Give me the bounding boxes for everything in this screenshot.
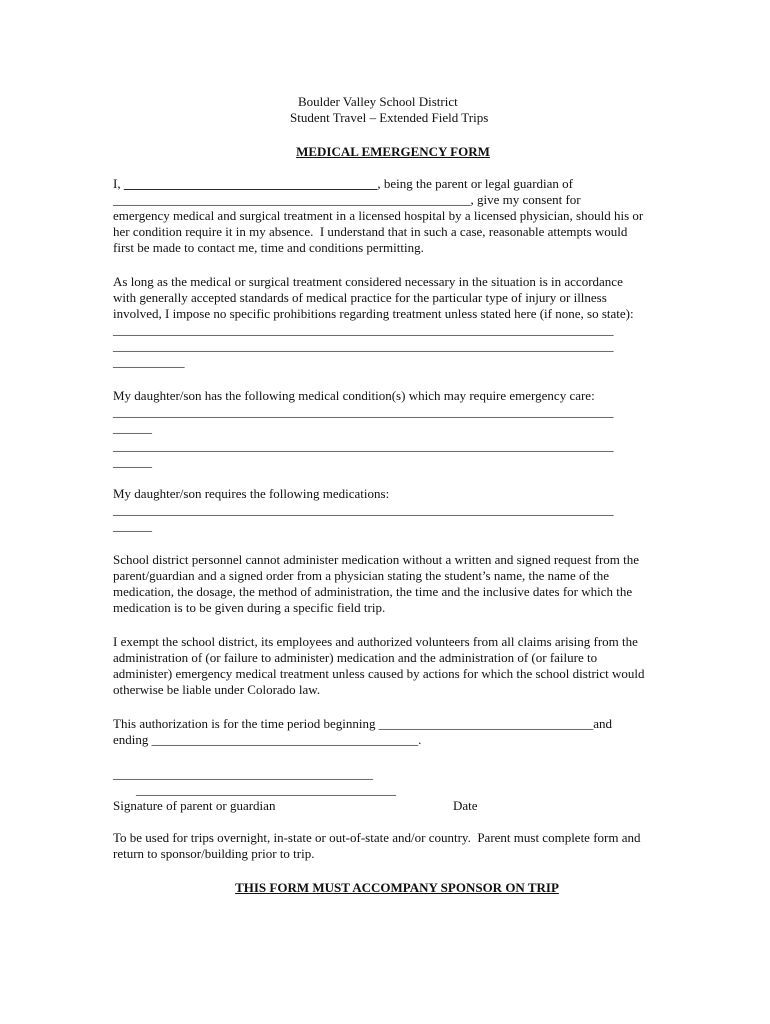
prohibitions-field-2[interactable]: _____________________________________________________________________________	[113, 338, 614, 353]
usage-line-1: To be used for trips overnight, in-state or out-of-state and/or country. Parent must complete form and	[113, 830, 641, 845]
accompany-notice: THIS FORM MUST ACCOMPANY SPONSOR ON TRIP	[235, 880, 559, 895]
guardian-name-field[interactable]: _______________________________________	[123, 176, 378, 191]
prohibitions-field-1[interactable]: _____________________________________________________________________________	[113, 322, 614, 337]
form-title: MEDICAL EMERGENCY FORM	[296, 144, 490, 159]
personnel-line-3: medication, the dosage, the method of administration, the time and the inclusive dates for which the	[113, 584, 633, 599]
district-name: Boulder Valley School District	[298, 94, 458, 109]
personnel-line-4: medication is to be given during a specific field trip.	[113, 600, 386, 615]
signature-field[interactable]: ________________________________________	[113, 766, 373, 781]
conditions-field-1[interactable]: _____________________________________________________________________________	[113, 404, 614, 419]
exemption-line-3: administer) emergency medical treatment unless caused by actions for which the school district would	[113, 666, 645, 681]
prohibitions-line-3: involved, I impose no specific prohibitions regarding treatment unless stated here (if none, so state):	[113, 306, 634, 321]
date-field[interactable]: ________________________________________	[136, 782, 396, 797]
consent-prefix: I,	[113, 176, 124, 191]
consent-line-5: first be made to contact me, time and conditions permitting.	[113, 240, 424, 255]
consent-suffix: , being the parent or legal guardian of	[377, 176, 573, 191]
usage-line-2: return to sponsor/building prior to trip.	[113, 846, 315, 861]
signature-label: Signature of parent or guardian	[113, 798, 276, 813]
form-subtitle: Student Travel – Extended Field Trips	[290, 110, 489, 125]
conditions-field-4[interactable]: ______	[113, 454, 152, 469]
consent-line-4: her condition require it in my absence. I understand that in such a case, reasonable attempts would	[113, 224, 628, 239]
conditions-field-2[interactable]: ______	[113, 420, 152, 435]
medications-label: My daughter/son requires the following medications:	[113, 486, 390, 501]
exemption-line-1: I exempt the school district, its employees and authorized volunteers from all claims arising from the	[113, 634, 638, 649]
personnel-line-2: parent/guardian and a signed order from a physician stating the student’s name, the name of the	[113, 568, 610, 583]
authorization-begin-field[interactable]: This authorization is for the time period beginning _________________________________and	[113, 716, 612, 731]
conditions-label: My daughter/son has the following medical condition(s) which may require emergency care:	[113, 388, 595, 403]
consent-line-1	[113, 176, 573, 192]
prohibitions-field-3[interactable]: ___________	[113, 354, 185, 369]
exemption-line-4: otherwise be liable under Colorado law.	[113, 682, 321, 697]
student-name-field[interactable]: _______________________________________________________, give my consent for	[113, 192, 581, 207]
consent-line-3: emergency medical and surgical treatment in a licensed hospital by a licensed physician, should his or	[113, 208, 644, 223]
prohibitions-line-2: with generally accepted standards of medical practice for the particular type of injury or illness	[113, 290, 607, 305]
exemption-line-2: administration of (or failure to administer) medication and the administration of (or failure to	[113, 650, 598, 665]
conditions-field-3[interactable]: _____________________________________________________________________________	[113, 438, 614, 453]
personnel-line-1: School district personnel cannot administer medication without a written and signed request from the	[113, 552, 640, 567]
medications-field-2[interactable]: ______	[113, 518, 152, 533]
medications-field-1[interactable]: _____________________________________________________________________________	[113, 502, 614, 517]
prohibitions-line-1: As long as the medical or surgical treatment considered necessary in the situation is in accordance	[113, 274, 623, 289]
date-label: Date	[453, 798, 478, 813]
authorization-end-field[interactable]: ending _________________________________________.	[113, 732, 422, 747]
